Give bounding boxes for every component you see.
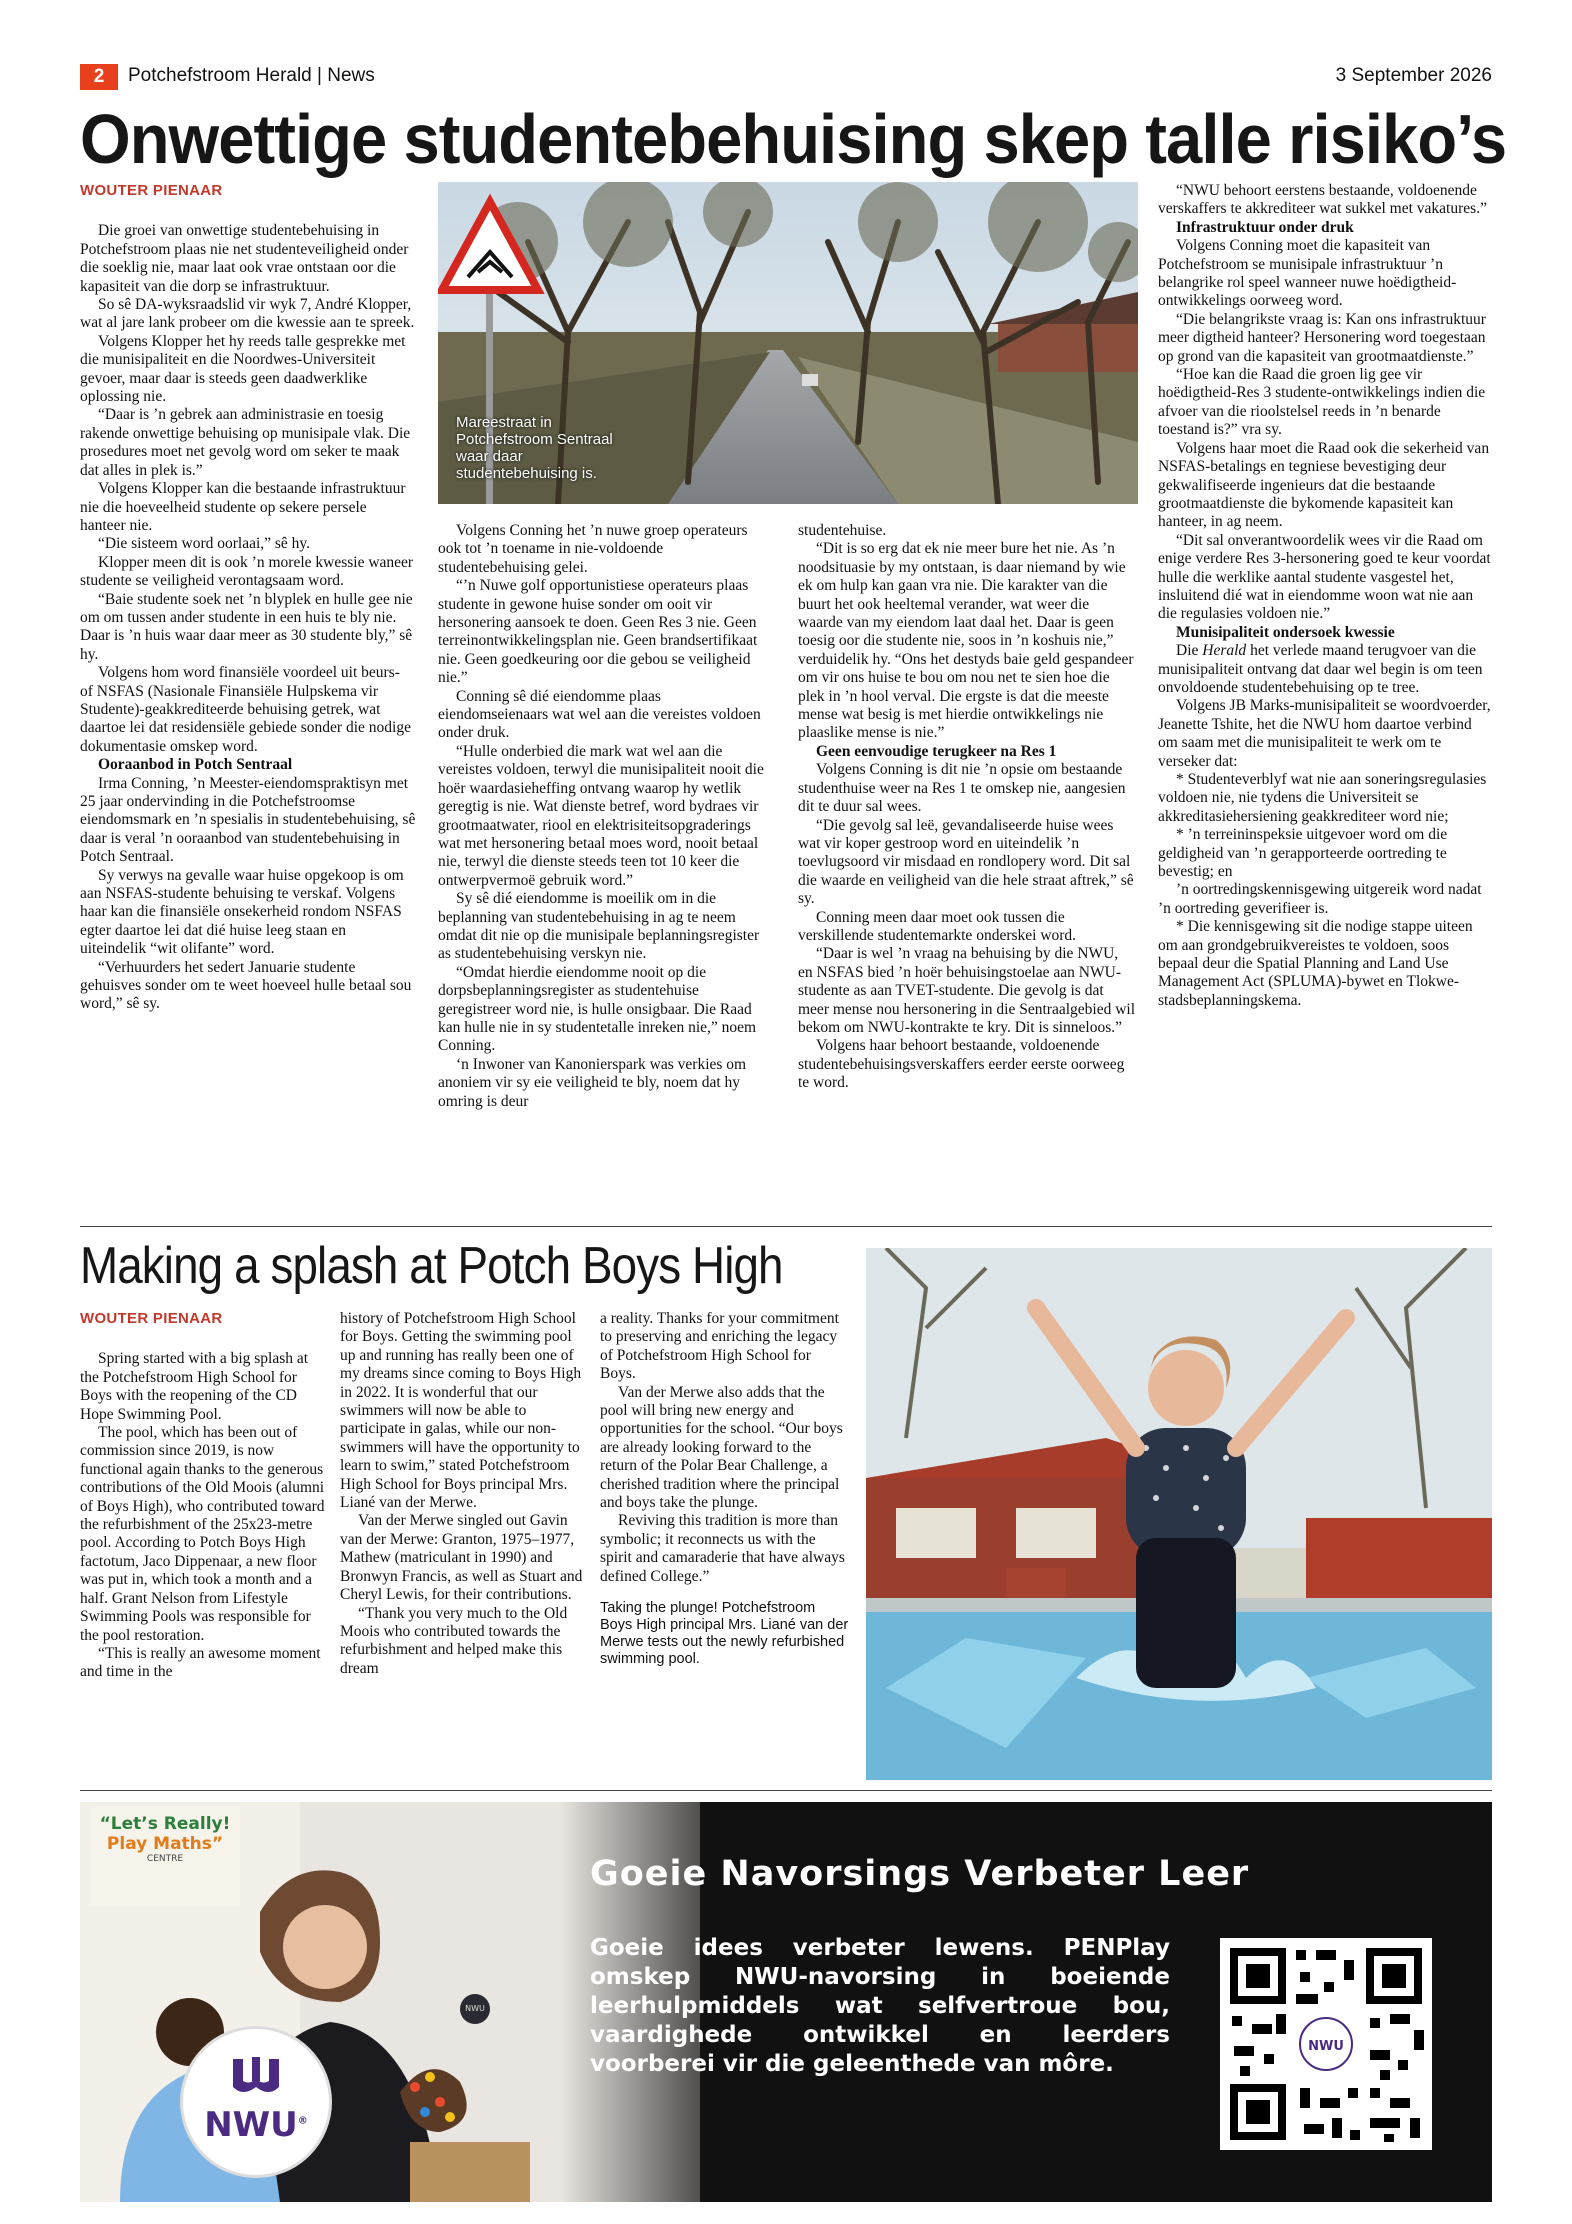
- paragraph: “Daar is wel ’n vraag na behuising by die NWU, en NSFAS bied ’n hoër behuisingstoelae aan NWU-studente as aan TVET-studente. Die gevolg is dat meer mense nou hersonering in die Sentraalgebied wil bekom om NWU-kontrakte te kry. Dit is sinneloos.”: [798, 945, 1136, 1036]
- subheading: Ooraanbod in Potch Sentraal: [98, 756, 293, 774]
- publication-section: Potchefstroom Herald | News: [128, 65, 375, 86]
- qr-code-icon[interactable]: [1220, 1938, 1432, 2150]
- paragraph: a reality. Thanks for your commitment to preserving and enriching the legacy of Potchefstroom High School for Boys.: [600, 1310, 839, 1383]
- issue-date: 3 September 2026: [1335, 65, 1492, 86]
- street-photo: [438, 182, 1138, 504]
- ad-title: Goeie Navorsings Verbeter Leer: [590, 1854, 1250, 1894]
- paragraph: * ’n terreininspeksie uitgevoer word om die geldigheid van ’n gerapporteerde oortreding te bevestig; en: [1158, 826, 1448, 881]
- nwu-emblem-icon: [229, 2053, 283, 2097]
- section-divider: [80, 1790, 1492, 1791]
- paragraph: Van der Merwe also adds that the pool will bring new energy and opportunities for the school. “Our boys are already looking forward to the return of the Polar Bear Challenge, a cherished tradition where the principal and boys take the plunge.: [600, 1383, 843, 1512]
- paragraph: Die groei van onwettige studentebehuising in Potchefstroom plaas nie net studenteveiligheid onder die soeklig nie, maar laat ook vrae ontstaan oor die kapasiteit van die dorp se infrastruktuur.: [80, 222, 409, 295]
- text-run: het verlede maand terugvoer van die munisipaliteit ontvang dat daar wel begin is om teen onvoldoende studentebehuising op te tree.: [1158, 642, 1483, 696]
- article1-column-2: [438, 522, 774, 1111]
- paragraph: Volgens Klopper kan die bestaande infrastruktuur nie die hoeveelheid studente op sekere persele hanteer nie.: [80, 480, 406, 534]
- nwu-logo-text: [183, 2105, 329, 2145]
- paragraph: “This is really an awesome moment and time in the: [80, 1644, 321, 1681]
- article2-column-1: [80, 1310, 330, 1682]
- paragraph: * Die kennisgewing sit die nodige stappe uiteen om aan grondgebruikvereistes te voldoen, soos bepaal deur die Spatial Planning and Land Use Management Act (SPLUMA)-bywet en Tlokwe-stadsbeplanningskema.: [1158, 918, 1473, 1009]
- paragraph: Volgens haar moet die Raad ook die sekerheid van NSFAS-betalings en tegniese bevestiging deur gekwalifiseerde ingenieurs dat die bestaande grootmaatdienste die bykomende kapasiteit kan hanteer, in ag neem.: [1158, 439, 1490, 531]
- paragraph: Irma Conning, ’n Meester-eiendomspraktisyn met 25 jaar ondervinding in die Potchefstroomse eiendomsmark en ’n spesialis in studentebehuising, sê daar is veral ’n ooraanbod van studentebehuising in Potch Sentraal.: [80, 774, 416, 866]
- paragraph: Volgens Klopper het hy reeds talle gesprekke met die munisipaliteit en die Noordwes-Universiteit gevoer, maar daar is steeds geen daadwerklike oplossing nie.: [80, 332, 406, 406]
- paragraph: “Hulle onderbied die mark wat wel aan die vereistes voldoen, terwyl die munisipaliteit nooit die hoër waardasieheffing ontvang waarop hy wetlik geregtig is nie. Wat dienste betref, word bydraes vir grootmaatwater, riool en elektrisiteitsopgraderings wat met hersonering betaal moes word, nooit betaal nie, terwyl die dienste steeds teen tot 10 keer die ontwerpvermoë gebruik word.”: [438, 742, 764, 889]
- paragraph: “Verhuurders het sedert Januarie studente gehuisves sonder om te weet hoeveel hulle betaal sou word,” sê sy.: [80, 958, 412, 1013]
- qr-code[interactable]: [1220, 1938, 1432, 2150]
- paragraph: Reviving this tradition is more than symbolic; it reconnects us with the spirit and camaraderie that have always defined College.”: [600, 1512, 845, 1585]
- paragraph: “’n Nuwe golf opportunistiese operateurs plaas studente in gewone huise sonder om ooit vir hersonering aansoek te doen. Geen Res 3 nie. Geen terreinontwikkelingsplan nie. Geen brandsertifikaat nie. Geen goedkeuring oor die gebou se veiligheid nie.”: [438, 577, 758, 687]
- paragraph: “Die gevolg sal leë, gevandaliseerde huise wees wat vir koper gestroop word en uiteindelik ’n toevlugsoord vir misdaad en rondlopery word. Dit sal die waarde en veiligheid van die hele straat aftrek,” sê sy.: [798, 816, 1134, 908]
- paragraph: Volgens hom word finansiële voordeel uit beurs- of NSFAS (Nasionale Finansiële Hulpskema vir Studente)-geakkrediteerde behuising getrek, wat daartoe lei dat residensiële gebiede sonder die nodige dokumentasie omskep word.: [80, 664, 411, 755]
- article2-column-2: [340, 1310, 590, 1678]
- paragraph: “Hoe kan die Raad die groen lig gee vir hoëdigtheid-Res 3 studente-ontwikkelings indien die afvoer van die rioolstelsel reeds in ’n benarde toestand is?” vra sy.: [1158, 366, 1486, 439]
- paragraph: Conning sê dié eiendomme plaas eiendomseienaars wat wel aan die vereistes voldoen onder druk.: [438, 687, 761, 742]
- paragraph: Volgens Conning is dit nie ’n opsie om bestaande studenthuise weer na Res 1 te omskep nie, aangesien dit te duur sal wees.: [798, 761, 1126, 816]
- nwu-badge: NWU: [460, 1994, 490, 2024]
- paragraph: “Baie studente soek net ’n blyplek en hulle gee nie om om tussen ander studente in een huis te bly nie. Daar is ’n huis waar daar meer as 30 studente bly,” sê hy.: [80, 590, 413, 663]
- registered-mark: ®: [297, 2115, 308, 2127]
- paragraph: Volgens JB Marks-munisipaliteit se woordvoerder, Jeanette Tshite, het die NWU hom daartoe verbind om saam met die munisipaliteit te werk om te verseker dat:: [1158, 697, 1491, 770]
- paragraph: ‘n Inwoner van Kanonierspark was verkies om anoniem vir sy eie veiligheid te bly, noem dat hy omring is deur: [438, 1055, 747, 1110]
- article1-column-3: [798, 522, 1136, 1093]
- paragraph: history of Potchefstroom High School for Boys. Getting the swimming pool up and running has really been one of my dreams since coming to Boys High in 2022. It is wonderful that our swimmers will now be able to participate in galas, while our non-swimmers will have the opportunity to learn to swim,” stated Potchefstroom High School for Boys principal Mrs. Liané van der Merwe.: [340, 1310, 582, 1512]
- poster-line-2: Play Maths”: [106, 1834, 224, 1854]
- article1-byline: WOUTER PIENAAR: [80, 182, 223, 199]
- pool-photo: [866, 1248, 1492, 1780]
- section-divider: [80, 1226, 1492, 1227]
- subheading: Munisipaliteit ondersoek kwessie: [1176, 623, 1395, 641]
- paragraph: “Dit sal onverantwoordelik wees vir die Raad om enige verdere Res 3-hersonering goed te keur voordat hulle die werklike aantal studente vasgestel het, insluitend dié wat in eiendomme woon wat nie aan die regulasies voldoen nie.”: [1158, 531, 1491, 623]
- paragraph: [1158, 642, 1492, 697]
- subheading: Geen eenvoudige terugkeer na Res 1: [816, 742, 1057, 760]
- nwu-advertisement: [80, 1802, 1492, 2202]
- paragraph: Sy sê dié eiendomme is moeilik om in die beplanning van studentebehuising in ag te neem omdat dit nie op die munisipale beplanningsregister as studentebehuising verskyn nie.: [438, 890, 760, 963]
- text-run: Die: [1176, 642, 1203, 660]
- paragraph: Spring started with a big splash at the Potchefstroom High School for Boys with the reopening of the CD Hope Swimming Pool.: [80, 1350, 309, 1423]
- ad-body: Goeie idees verbeter lewens. PENPlay omskep NWU-navorsing in boeiende leerhulpmiddels wat selfvertroue bou, vaardighede ontwikkel en leerders voorberei vir die geleenthede van môre.: [590, 1935, 1170, 2077]
- nwu-logo: [180, 2026, 332, 2178]
- page-header: [80, 64, 1492, 90]
- paragraph: ’n oortredingskennisgewing uitgereik word nadat ’n oortreding geverifieer is.: [1158, 881, 1482, 917]
- paragraph: Sy verwys na gevalle waar huise opgekoop is om aan NSFAS-studente behuising te verskaf. Volgens haar kan die finansiële onsekerheid rondom NSFAS egter daartoe lei dat dié huise leeg staan en uiteindelik “wit olifante” word.: [80, 866, 404, 958]
- paragraph: “Daar is ’n gebrek aan administrasie en toesig rakende onwettige behuising op munisipale vlak. Die prosedures moet net gevolg word om seker te maak dat alles in plek is.”: [80, 406, 411, 479]
- article2-headline: Making a splash at Potch Boys High: [80, 1237, 783, 1295]
- paragraph: Van der Merwe singled out Gavin van der Merwe: Granton, 1975–1977, Mathew (matriculant in 1990) and Bronwyn Francis, as well as Stuart and Cheryl Lewis, for their contributions.: [340, 1512, 583, 1604]
- article1-column-4: [1158, 182, 1492, 1010]
- paragraph: Conning meen daar moet ook tussen die verskillende studentemarkte onderskei word.: [798, 908, 1077, 944]
- paragraph: studentehuise.: [798, 522, 887, 539]
- poster-line-1: “Let’s Really!: [99, 1814, 231, 1834]
- paragraph: “Thank you very much to the Old Moois who contributed towards the refurbishment and helped make this dream: [340, 1604, 568, 1677]
- poster-line-3: CENTRE: [146, 1854, 184, 1864]
- paragraph: Volgens Conning moet die kapasiteit van Potchefstroom se munisipale infrastruktuur ’n belangrike rol speel wanneer nuwe hoëdigtheid-ontwikkelings oorweeg word.: [1158, 237, 1457, 310]
- pool-photo-caption: Taking the plunge! Potchefstroom Boys High principal Mrs. Liané van der Merwe tests out the newly refurbished swimming pool.: [600, 1600, 849, 1668]
- paragraph: Volgens haar behoort bestaande, voldoenende studentebehuisingsverskaffers eerder eerste oorweeg te word.: [798, 1037, 1125, 1092]
- paragraph: “Omdat hierdie eiendomme nooit op die dorpsbeplanningsregister as studentehuise geregistreer word nie, is hulle onsigbaar. Die Raad kan hulle nie in sy studentetalle inreken nie,” noem Conning.: [438, 963, 757, 1055]
- qr-center-logo: NWU: [1308, 2039, 1344, 2054]
- play-maths-poster: [90, 1806, 240, 1906]
- paragraph: “Dit is so erg dat ek nie meer bure het nie. As ’n noodsituasie by my ontstaan, is daar niemand by wie ek om hulp kan gaan vra nie. Die karakter van die buurt het ook heeltemal verander, wat weer die waarde van my eiendom laat daal het. Daar is geen toesig oor die studente nie, soos in ’n koshuis nie,” verduidelik hy. “Ons het destyds baie geld gespandeer om vir ons huise te bou om nou net te sien hoe die plek in ’n hool verval. Die ergste is dat die meeste mense wat besig is met hierdie ontwikkelings nie plaaslike mense is nie.”: [798, 540, 1134, 742]
- paragraph: * Studenteverblyf wat nie aan soneringsregulasies voldoen nie, nie tydens die Universiteit se akkreditasiehersiening geakkrediteer word nie;: [1158, 771, 1487, 825]
- paragraph: Volgens Conning het ’n nuwe groep operateurs ook tot ’n toename in nie-voldoende studentebehuising gelei.: [438, 522, 748, 576]
- paragraph: “NWU behoort eerstens bestaande, voldoenende verskaffers te akkrediteer wat sukkel met vakatures.”: [1158, 182, 1487, 218]
- nwu-logo-name: NWU: [204, 2105, 298, 2145]
- paragraph: So sê DA-wyksraadslid vir wyk 7, André Klopper, wat al jare lank probeer om die kwessie aan te spreek.: [80, 296, 415, 332]
- paragraph: “Die belangrikste vraag is: Kan ons infrastruktuur meer digtheid hanteer? Hersonering word toegestaan op grond van die kapasiteit van grootmaatdienste.”: [1158, 310, 1486, 365]
- paragraph: The pool, which has been out of commission since 2019, is now functional again thanks to the generous contributions of the Old Moois (alumni of Boys High), who contributed toward the refurbishment of the 25x23-metre pool. According to Potch Boys High factotum, Jaco Dippenaar, a new floor was put in, which took a month and a half. Grant Nelson from Lifestyle Swimming Pools was responsible for the pool restoration.: [80, 1424, 325, 1644]
- article1-column-1: [80, 182, 416, 1014]
- article2-column-3: [600, 1310, 850, 1668]
- paragraph: Klopper meen dit is ook ’n morele kwessie waneer studente se veiligheid verontagsaam word.: [80, 553, 414, 590]
- newspaper-name: Herald: [1202, 642, 1247, 660]
- subheading: Infrastruktuur onder druk: [1176, 218, 1354, 236]
- article1-headline: Onwettige studentebehuising skep talle risiko’s: [80, 100, 1507, 178]
- pool-photo-illustration: [866, 1248, 1492, 1780]
- paragraph: “Die sisteem word oorlaai,” sê hy.: [98, 535, 311, 553]
- page-number: 2: [80, 64, 118, 90]
- street-photo-caption: Mareestraat in Potchefstroom Sentraal waar daar studentebehuising is.: [456, 414, 613, 482]
- article2-byline: WOUTER PIENAAR: [80, 1310, 223, 1327]
